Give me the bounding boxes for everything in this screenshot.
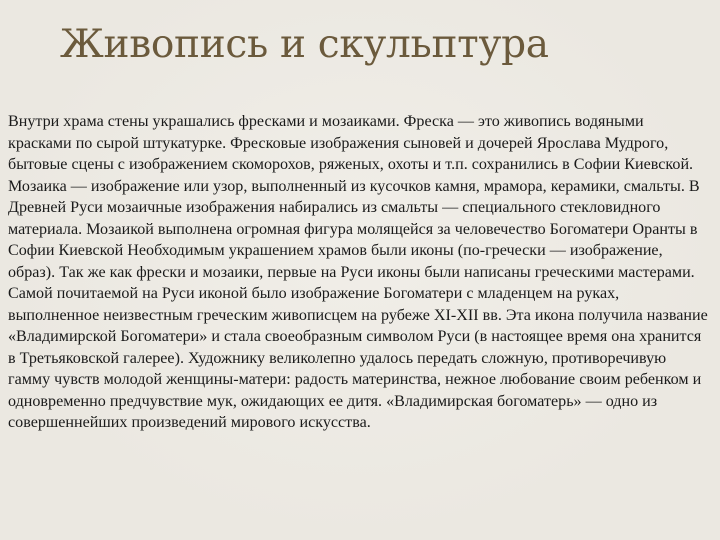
slide-title: Живопись и скульптура (60, 22, 549, 67)
slide-body-text: Внутри храма стены украшались фресками и мозаиками. Фреска — это живопись водяными красками по сырой штукатурке. Фресковые изображения сыновей и дочерей Ярослава Мудрого, бытовые сцены с изображением скоморохов, ряженых, охоты и т.п. сохранились в Софии Киевской. Мозаика — изображение или узор, выполненный из кусочков камня, мрамора, керамики, смальты. В Древней Руси мозаичные изображения набирались из смальты — специального стекловидного материала. Мозаикой выполнена огромная фигура молящейся за человечество Богоматери Оранты в Софии Киевской Необходимым украшением храмов были иконы (по-гречески — изображение, образ). Так же как фрески и мозаики, первые на Руси иконы были написаны греческими мастерами. Самой почитаемой на Руси иконой было изображение Богоматери с младенцем на руках, выполненное неизвестным греческим живописцем на рубеже XI-XII вв. Эта икона получила название «Владимирской Богоматери» и стала своеобразным символом Руси (в настоящее время она хранится в Третьяковской галерее). Художнику великолепно удалось передать сложную, противоречивую гамму чувств молодой женщины-матери: радость материнства, нежное любование своим ребенком и одновременно предчувствие мук, ожидающих ее дитя. «Владимирская богоматерь» — одно из совершеннейших произведений мирового искусства. (8, 113, 708, 431)
